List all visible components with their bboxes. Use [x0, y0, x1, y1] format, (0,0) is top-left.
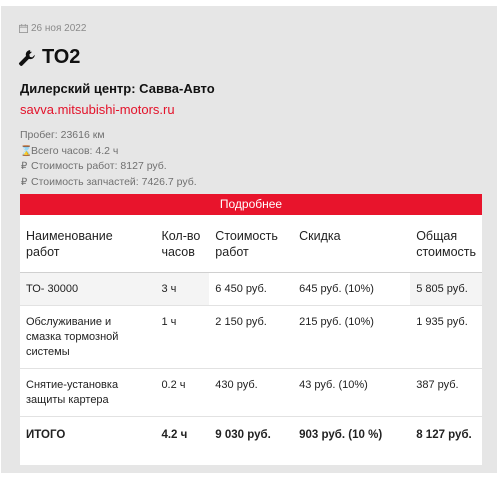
cell-discount: 43 руб. (10%) — [293, 369, 410, 417]
record-date — [19, 23, 86, 34]
cell-total-cost: 5 805 руб. — [410, 273, 482, 306]
parts-cost-text: Стоимость запчастей: 7426.7 руб. — [31, 175, 197, 188]
total-cost: 8 127 руб. — [416, 429, 472, 441]
total-label: ИТОГО — [26, 429, 66, 441]
total-discount: 903 руб. (10 %) — [299, 429, 383, 441]
cell-discount: 215 руб. (10%) — [293, 306, 410, 369]
hourglass-icon: ⌛ — [20, 145, 33, 157]
cell-total-cost: 1 935 руб. — [410, 306, 482, 369]
record-stats — [20, 128, 197, 190]
dealer-name: Дилерский центр: Савва-Авто — [20, 81, 215, 96]
calendar-icon — [19, 24, 28, 33]
table-total-row — [20, 417, 482, 466]
parts-cost-stat — [20, 175, 197, 191]
ruble-icon: ₽ — [20, 176, 28, 188]
cell-hours: 0.2 ч — [155, 369, 209, 417]
header-work-cost: Стоимость работ — [209, 215, 293, 273]
labor-cost-stat — [20, 159, 197, 175]
cell-hours: 1 ч — [155, 306, 209, 369]
cell-work-name: ТО- 30000 — [20, 273, 155, 306]
header-work-name: Наименование работ — [20, 215, 155, 273]
total-work-cost: 9 030 руб. — [215, 429, 271, 441]
works-table — [20, 215, 482, 465]
cell-discount: 645 руб. (10%) — [293, 273, 410, 306]
cell-work-cost: 2 150 руб. — [209, 306, 293, 369]
mileage-stat — [20, 128, 197, 144]
mileage-text: Пробег: 23616 км — [20, 129, 105, 141]
labor-cost-text: Стоимость работ: 8127 руб. — [31, 160, 167, 172]
table-row — [20, 369, 482, 417]
dealer-website-link[interactable]: savva.mitsubishi-motors.ru — [20, 102, 175, 117]
more-details-button[interactable]: Подробнее — [20, 194, 482, 215]
ruble-icon: ₽ — [20, 161, 28, 172]
table-header-row — [20, 215, 482, 273]
record-date-text: 26 ноя 2022 — [31, 23, 87, 34]
header-total-cost: Общая стоимость — [410, 215, 482, 273]
table-row — [20, 273, 482, 306]
wrench-icon — [18, 49, 36, 67]
table-row — [20, 306, 482, 369]
total-hours: 4.2 ч — [161, 429, 188, 441]
hours-stat — [20, 144, 197, 160]
cell-work-cost: 430 руб. — [209, 369, 293, 417]
cell-hours: 3 ч — [155, 273, 209, 306]
cell-work-cost: 6 450 руб. — [209, 273, 293, 306]
record-title — [18, 46, 80, 69]
hours-text: Всего часов: 4.2 ч — [31, 144, 119, 157]
record-title-text: ТО2 — [42, 46, 81, 68]
cell-total-cost: 387 руб. — [410, 369, 482, 417]
service-record-card — [1, 6, 497, 473]
header-hours: Кол-во часов — [155, 215, 209, 273]
cell-work-name: Обслуживание и смазка тормозной системы — [20, 306, 155, 369]
cell-work-name: Снятие-установка защиты картера — [20, 369, 155, 417]
header-discount: Скидка — [293, 215, 410, 273]
